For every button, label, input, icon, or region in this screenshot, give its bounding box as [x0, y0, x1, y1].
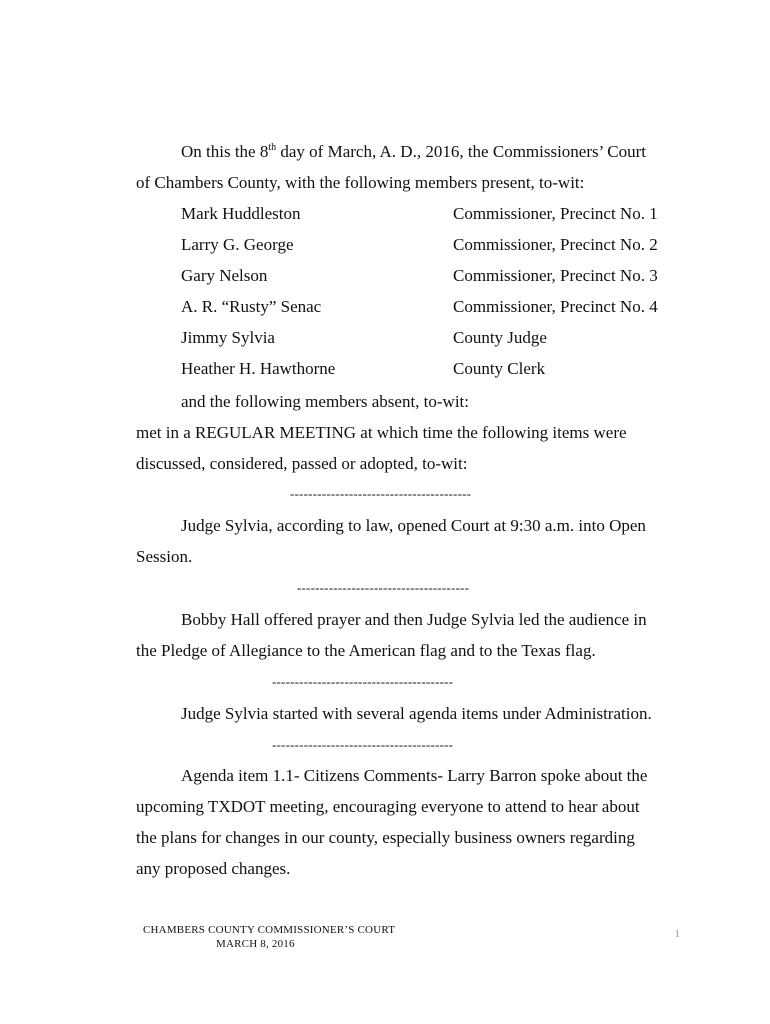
- paragraph-line: Bobby Hall offered prayer and then Judge Sylvia led the audience in: [181, 610, 647, 629]
- member-title: County Clerk: [453, 359, 546, 378]
- member-title: Commissioner, Precinct No. 3: [453, 266, 658, 285]
- member-title: County Judge: [453, 328, 547, 347]
- paragraph-line: the Pledge of Allegiance to the American flag and to the Texas flag.: [136, 641, 596, 660]
- member-name: A. R. “Rusty” Senac: [181, 297, 322, 316]
- opening-text-rest: day of March, A. D., 2016, the Commissioners’ Court: [276, 142, 647, 161]
- opening-text: On this the 8: [181, 142, 269, 161]
- ordinal-superscript: th: [268, 142, 277, 153]
- separator-line: ----------------------------------------: [290, 486, 472, 501]
- separator-line: --------------------------------------: [297, 580, 470, 595]
- member-name: Gary Nelson: [181, 266, 268, 285]
- member-name: Jimmy Sylvia: [181, 328, 275, 347]
- footer-court-name: CHAMBERS COUNTY COMMISSIONER’S COURT: [143, 924, 396, 936]
- opening-line-2: of Chambers County, with the following members present, to-wit:: [136, 173, 585, 192]
- member-name: Heather H. Hawthorne: [181, 359, 336, 378]
- opening-line-1: [181, 142, 646, 162]
- paragraph-line: the plans for changes in our county, especially business owners regarding: [136, 828, 635, 847]
- member-title: Commissioner, Precinct No. 4: [453, 297, 658, 316]
- absent-line: and the following members absent, to-wit:: [181, 392, 469, 411]
- footer-date: MARCH 8, 2016: [216, 938, 295, 950]
- paragraph-line: Judge Sylvia started with several agenda items under Administration.: [181, 704, 652, 723]
- meeting-line-2: discussed, considered, passed or adopted, to-wit:: [136, 454, 468, 473]
- separator-line: ----------------------------------------: [272, 674, 454, 689]
- meeting-line-1: met in a REGULAR MEETING at which time the following items were: [136, 423, 627, 442]
- paragraph-line: Judge Sylvia, according to law, opened Court at 9:30 a.m. into Open: [181, 516, 646, 535]
- paragraph-line: Agenda item 1.1- Citizens Comments- Larry Barron spoke about the: [181, 766, 648, 785]
- paragraph-line: upcoming TXDOT meeting, encouraging everyone to attend to hear about: [136, 797, 640, 816]
- member-title: Commissioner, Precinct No. 1: [453, 204, 658, 223]
- paragraph-line: any proposed changes.: [136, 859, 291, 878]
- page-number: 1: [674, 928, 680, 940]
- member-name: Mark Huddleston: [181, 204, 301, 223]
- paragraph-line: Session.: [136, 547, 193, 566]
- member-title: Commissioner, Precinct No. 2: [453, 235, 658, 254]
- member-name: Larry G. George: [181, 235, 294, 254]
- separator-line: ----------------------------------------: [272, 737, 454, 752]
